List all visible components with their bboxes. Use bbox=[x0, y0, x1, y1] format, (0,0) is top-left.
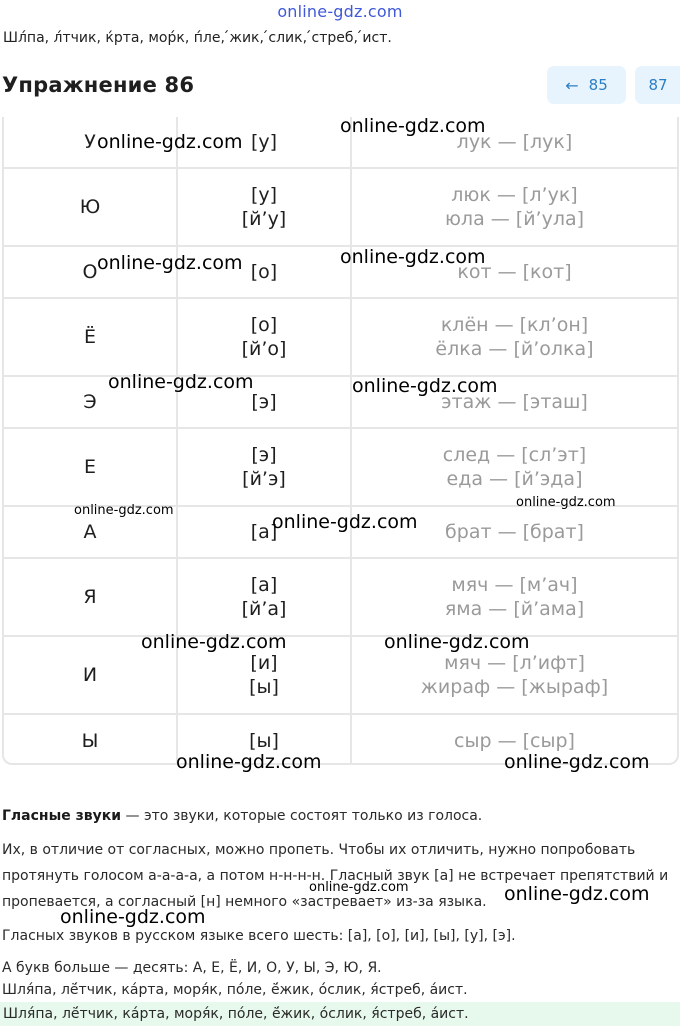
letter-cell bbox=[4, 299, 176, 375]
watermark: online-gdz.com bbox=[340, 115, 486, 137]
letter-text: И bbox=[82, 664, 98, 686]
sound-text: [й’о] bbox=[241, 338, 287, 360]
sound-text: [о] bbox=[250, 314, 278, 336]
sound-cell bbox=[178, 715, 350, 765]
letter-text: Е bbox=[83, 456, 96, 478]
letter-text: О bbox=[82, 261, 98, 283]
sound-text: [й’а] bbox=[241, 598, 287, 620]
example-text: лук — [лук] bbox=[456, 131, 573, 153]
sound-text: [й’э] bbox=[242, 468, 286, 490]
example-text: ёлка — [й’олка] bbox=[435, 338, 594, 360]
letter-cell bbox=[4, 247, 176, 297]
example-cell bbox=[352, 715, 677, 765]
table-row bbox=[4, 559, 677, 637]
example-cell bbox=[352, 507, 677, 557]
sound-cell bbox=[178, 169, 350, 245]
watermark: online-gdz.com bbox=[141, 631, 287, 653]
watermark: online-gdz.com bbox=[352, 375, 498, 397]
table-row bbox=[4, 117, 677, 169]
sound-cell bbox=[178, 637, 350, 713]
letter-text: Ы bbox=[81, 730, 99, 752]
letter-text: А bbox=[83, 521, 97, 543]
sound-text: [э] bbox=[251, 391, 277, 413]
watermark: online-gdz.com bbox=[74, 503, 174, 518]
example-text: след — [сл’эт] bbox=[442, 444, 587, 466]
watermark: online-gdz.com bbox=[60, 906, 206, 928]
example-text: клён — [кл’он] bbox=[440, 314, 589, 336]
vowel-sounds-paragraph: Гласных звуков в русском языке всего шесть: [а], [о], [и], [ы], [у], [э]. bbox=[2, 928, 516, 944]
sound-text: [о] bbox=[250, 261, 278, 283]
letter-cell bbox=[4, 429, 176, 505]
watermark: online-gdz.com bbox=[384, 631, 530, 653]
example-text: жираф — [жыраф] bbox=[420, 676, 609, 698]
table-row bbox=[4, 299, 677, 377]
letters-sounds-table bbox=[2, 117, 679, 765]
sound-text: [э] bbox=[251, 444, 277, 466]
letter-text: Ю bbox=[79, 196, 101, 218]
sound-text: [у] bbox=[250, 184, 278, 206]
example-text: мяч — [л’ифт] bbox=[444, 652, 585, 674]
sound-text: [ы] bbox=[249, 730, 279, 752]
table-row bbox=[4, 715, 677, 765]
watermark: online-gdz.com bbox=[516, 495, 616, 510]
letter-cell bbox=[4, 559, 176, 635]
sound-text: [и] bbox=[250, 652, 278, 674]
arrow-left-icon: ← bbox=[565, 75, 579, 95]
watermark: online-gdz.com bbox=[97, 131, 243, 153]
letter-text: У bbox=[84, 131, 96, 153]
letter-cell bbox=[4, 507, 176, 557]
watermark: online-gdz.com bbox=[504, 883, 650, 905]
explanation-paragraph: Их, в отличие от согласных, можно пропеть. Чтобы их отличить, нужно попробовать протянуть голосом а-а-а-а, а потом н-н-н-н. Гласный звук [а] не встречает препятствий и пропевается, а согласный [н] немного «застревает» из-за языка. bbox=[2, 842, 669, 910]
prev-exercise-label: 85 bbox=[588, 76, 608, 94]
example-text: сыр — [сыр] bbox=[454, 730, 575, 752]
table-row bbox=[4, 247, 677, 299]
sound-cell bbox=[178, 429, 350, 505]
example-cell bbox=[352, 169, 677, 245]
example-cell bbox=[352, 299, 677, 375]
sound-text: [у] bbox=[250, 131, 278, 153]
watermark: online-gdz.com bbox=[108, 371, 254, 393]
example-text: этаж — [эташ] bbox=[441, 391, 588, 413]
table-row bbox=[4, 637, 677, 715]
definition-text: — это звуки, которые состоят только из голоса. bbox=[121, 808, 483, 824]
table-row bbox=[4, 377, 677, 429]
example-cell bbox=[352, 559, 677, 635]
words-paragraph: Шля́па, лё́тчик, ка́рта, моря́к, по́ле, ё́жик, о́слик, я́стреб, а́ист. bbox=[2, 982, 468, 998]
letter-text: Э bbox=[83, 391, 97, 413]
sound-cell bbox=[178, 299, 350, 375]
site-header-watermark: online-gdz.com bbox=[277, 2, 403, 21]
example-text: кот — [кот] bbox=[457, 261, 572, 283]
vowel-letters-paragraph: А букв больше — десять: А, Е, Ё, И, О, У, Ы, Э, Ю, Я. bbox=[2, 960, 382, 976]
sound-text: [й’у] bbox=[241, 208, 287, 230]
letter-cell bbox=[4, 117, 176, 167]
example-text: брат — [брат] bbox=[445, 521, 584, 543]
letter-cell bbox=[4, 715, 176, 765]
watermark: online-gdz.com bbox=[504, 751, 650, 773]
example-cell bbox=[352, 637, 677, 713]
sound-text: [ы] bbox=[249, 676, 279, 698]
sound-text: [а] bbox=[250, 521, 278, 543]
example-cell bbox=[352, 247, 677, 297]
sound-cell bbox=[178, 377, 350, 427]
example-cell bbox=[352, 429, 677, 505]
table-row bbox=[4, 507, 677, 559]
sound-cell bbox=[178, 247, 350, 297]
example-cell bbox=[352, 377, 677, 427]
page-title: Упражнение 86 bbox=[2, 73, 195, 97]
watermark: online-gdz.com bbox=[97, 252, 243, 274]
example-text: юла — [й’ула] bbox=[444, 208, 585, 230]
sound-cell bbox=[178, 507, 350, 557]
letter-text: Я bbox=[83, 586, 97, 608]
example-text: люк — [л’ук] bbox=[451, 184, 578, 206]
watermark: online-gdz.com bbox=[272, 511, 418, 533]
watermark: online-gdz.com bbox=[340, 246, 486, 268]
example-text: еда — [й’эда] bbox=[446, 468, 583, 490]
example-cell bbox=[352, 117, 677, 167]
letter-cell bbox=[4, 637, 176, 713]
letter-text: Ё bbox=[83, 326, 96, 348]
letter-cell bbox=[4, 377, 176, 427]
next-exercise-button[interactable] bbox=[635, 66, 680, 104]
sound-text: [а] bbox=[250, 574, 278, 596]
watermark: online-gdz.com bbox=[309, 880, 409, 895]
task-text: Шл́па, л́тчик, ќрта, мор́к, п́ле, ́жик, ́слик, ́стреб, ́ист. bbox=[3, 30, 392, 46]
prev-exercise-button[interactable] bbox=[547, 66, 626, 104]
answer-highlight: Шля́па, лё́тчик, ка́рта, моря́к, по́ле, ё́жик, о́слик, я́стреб, а́ист. bbox=[0, 1002, 680, 1026]
sound-cell bbox=[178, 117, 350, 167]
table-row bbox=[4, 169, 677, 247]
term-bold: Гласные звуки bbox=[2, 808, 122, 824]
example-text: яма — [й’ама] bbox=[444, 598, 585, 620]
next-exercise-label: 87 bbox=[648, 76, 668, 94]
sound-cell bbox=[178, 559, 350, 635]
table-row bbox=[4, 429, 677, 507]
example-text: мяч — [м’ач] bbox=[451, 574, 578, 596]
definition-paragraph bbox=[2, 803, 678, 829]
watermark: online-gdz.com bbox=[176, 751, 322, 773]
letter-cell bbox=[4, 169, 176, 245]
